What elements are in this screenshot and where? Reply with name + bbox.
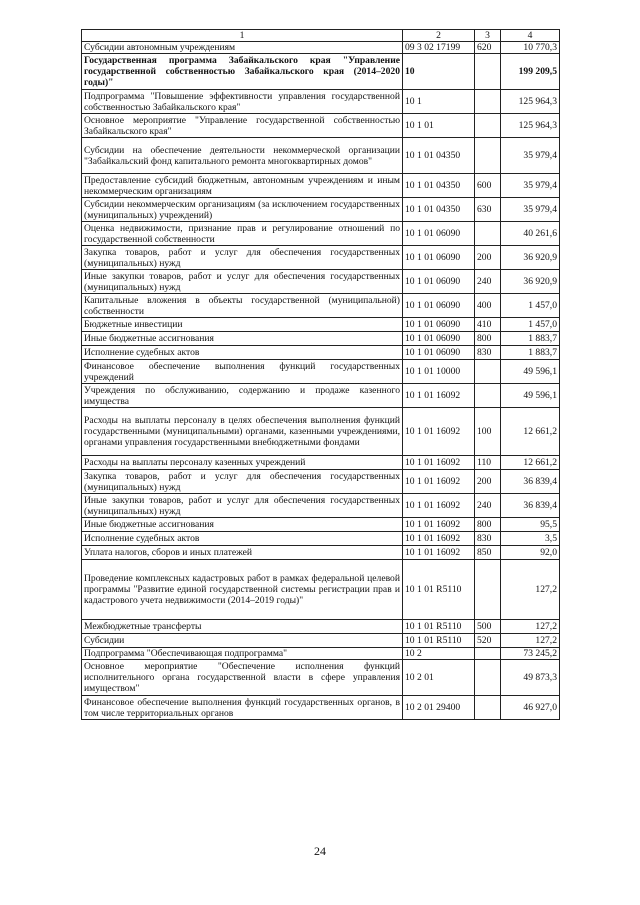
table-row [82,332,560,346]
table-row [82,660,560,696]
table-row [82,408,560,456]
row-name-cell: Иные закупки товаров, работ и услуг для обеспечения государственных (муниципальных) нужд [82,494,403,518]
table-row [82,560,560,620]
row-name-cell: Иные бюджетные ассигнования [82,332,403,346]
row-expense-type-cell: 240 [475,270,501,294]
row-name-cell: Финансовое обеспечение выполнения функций государственных учреждений [82,360,403,384]
row-expense-type-cell [475,138,501,174]
row-name-cell: Подпрограмма "Повышение эффективности управления государственной собственностью Забайкальского края" [82,90,403,114]
row-expense-type-cell [475,114,501,138]
row-sum-cell: 125 964,3 [501,114,560,138]
row-expense-type-cell: 630 [475,198,501,222]
table-row [82,138,560,174]
row-code-cell: 10 1 01 R5110 [403,634,475,648]
row-code-cell: 10 1 [403,90,475,114]
row-code-cell: 10 1 01 06090 [403,332,475,346]
row-expense-type-cell: 520 [475,634,501,648]
row-sum-cell: 35 979,4 [501,138,560,174]
page-number: 24 [314,844,326,858]
row-expense-type-cell: 110 [475,456,501,470]
table-row [82,696,560,720]
row-code-cell: 10 1 01 06090 [403,346,475,360]
budget-table [81,29,560,720]
row-sum-cell: 36 920,9 [501,246,560,270]
row-code-cell: 10 1 01 16092 [403,546,475,560]
row-code-cell: 10 [403,54,475,90]
table-row [82,470,560,494]
table-row [82,294,560,318]
row-name-cell: Основное мероприятие "Управление государственной собственностью Забайкальского края" [82,114,403,138]
row-code-cell: 10 1 01 06090 [403,246,475,270]
row-name-cell: Оценка недвижимости, признание прав и регулирование отношений по государственной собственности [82,222,403,246]
row-expense-type-cell: 200 [475,246,501,270]
row-code-cell: 10 1 01 06090 [403,318,475,332]
table-row [82,648,560,660]
row-expense-type-cell [475,54,501,90]
row-name-cell: Бюджетные инвестиции [82,318,403,332]
row-sum-cell: 1 883,7 [501,332,560,346]
row-name-cell: Уплата налогов, сборов и иных платежей [82,546,403,560]
row-name-cell: Расходы на выплаты персоналу в целях обеспечения выполнения функций государственными (муниципальными) органами, казенными учреждениями, органами управления государственными внебюджетными фондами [82,408,403,456]
row-sum-cell: 49 596,1 [501,360,560,384]
row-code-cell: 10 1 01 [403,114,475,138]
row-code-cell: 10 1 01 06090 [403,294,475,318]
table-row [82,42,560,54]
row-name-cell: Предоставление субсидий бюджетным, автономным учреждениям и иным некоммерческим организациям [82,174,403,198]
row-code-cell: 10 1 01 04350 [403,198,475,222]
table-row [82,456,560,470]
table-row [82,222,560,246]
row-sum-cell: 127,2 [501,560,560,620]
row-expense-type-cell [475,648,501,660]
table-row [82,532,560,546]
row-code-cell: 10 2 [403,648,475,660]
table-row [82,620,560,634]
row-expense-type-cell: 500 [475,620,501,634]
row-sum-cell: 12 661,2 [501,408,560,456]
table-row [82,174,560,198]
row-code-cell: 10 1 01 16092 [403,518,475,532]
row-code-cell: 10 1 01 16092 [403,384,475,408]
row-expense-type-cell [475,384,501,408]
row-sum-cell: 12 661,2 [501,456,560,470]
row-code-cell: 10 1 01 R5110 [403,620,475,634]
row-expense-type-cell [475,222,501,246]
table-header-row [82,30,560,42]
row-name-cell: Субсидии некоммерческим организациям (за исключением государственных (муниципальных) учреждений) [82,198,403,222]
row-expense-type-cell: 410 [475,318,501,332]
row-code-cell: 09 3 02 17199 [403,42,475,54]
row-sum-cell: 73 245,2 [501,648,560,660]
table-row [82,90,560,114]
row-expense-type-cell: 830 [475,346,501,360]
header-col-3: 3 [475,30,501,42]
header-col-2: 2 [403,30,475,42]
row-sum-cell: 49 873,3 [501,660,560,696]
row-name-cell: Межбюджетные трансферты [82,620,403,634]
row-expense-type-cell: 600 [475,174,501,198]
table-row [82,494,560,518]
row-name-cell: Государственная программа Забайкальского края "Управление государственной собственностью Забайкальского края (2014–2020 годы)" [82,54,403,90]
row-expense-type-cell: 800 [475,332,501,346]
row-sum-cell: 36 920,9 [501,270,560,294]
table-row [82,518,560,532]
row-code-cell: 10 2 01 [403,660,475,696]
budget-table-body [82,30,560,720]
row-code-cell: 10 1 01 10000 [403,360,475,384]
table-row [82,198,560,222]
row-sum-cell: 49 596,1 [501,384,560,408]
row-name-cell: Основное мероприятие "Обеспечение исполнения функций исполнительного органа государственной власти в сфере управления имуществом" [82,660,403,696]
row-code-cell: 10 1 01 06090 [403,270,475,294]
table-row [82,384,560,408]
row-code-cell: 10 1 01 04350 [403,138,475,174]
row-sum-cell: 1 883,7 [501,346,560,360]
row-code-cell: 10 1 01 04350 [403,174,475,198]
row-expense-type-cell: 240 [475,494,501,518]
row-sum-cell: 92,0 [501,546,560,560]
row-expense-type-cell: 620 [475,42,501,54]
row-code-cell: 10 1 01 16092 [403,408,475,456]
row-name-cell: Исполнение судебных актов [82,346,403,360]
row-name-cell: Проведение комплексных кадастровых работ в рамках федеральной целевой программы "Развитие единой государственной системы регистрации прав и кадастрового учета недвижимости (2014–2019 годы)" [82,560,403,620]
row-expense-type-cell [475,560,501,620]
header-col-4: 4 [501,30,560,42]
row-name-cell: Закупка товаров, работ и услуг для обеспечения государственных (муниципальных) нужд [82,246,403,270]
table-row [82,54,560,90]
row-name-cell: Капитальные вложения в объекты государственной (муниципальной) собственности [82,294,403,318]
row-sum-cell: 199 209,5 [501,54,560,90]
row-code-cell: 10 2 01 29400 [403,696,475,720]
row-sum-cell: 40 261,6 [501,222,560,246]
table-row [82,360,560,384]
row-sum-cell: 10 770,3 [501,42,560,54]
row-sum-cell: 95,5 [501,518,560,532]
row-expense-type-cell: 850 [475,546,501,560]
row-name-cell: Субсидии на обеспечение деятельности некоммерческой организации "Забайкальский фонд капитального ремонта многоквартирных домов" [82,138,403,174]
row-expense-type-cell [475,360,501,384]
header-col-1: 1 [82,30,403,42]
row-code-cell: 10 1 01 16092 [403,532,475,546]
table-row [82,114,560,138]
row-expense-type-cell [475,696,501,720]
row-sum-cell: 35 979,4 [501,198,560,222]
row-name-cell: Закупка товаров, работ и услуг для обеспечения государственных (муниципальных) нужд [82,470,403,494]
row-name-cell: Субсидии [82,634,403,648]
table-row [82,246,560,270]
row-name-cell: Подпрограмма "Обеспечивающая подпрограмма" [82,648,403,660]
table-row [82,634,560,648]
row-expense-type-cell: 100 [475,408,501,456]
table-row [82,318,560,332]
row-name-cell: Исполнение судебных актов [82,532,403,546]
row-sum-cell: 125 964,3 [501,90,560,114]
table-row [82,546,560,560]
row-expense-type-cell: 200 [475,470,501,494]
row-expense-type-cell [475,90,501,114]
row-sum-cell: 35 979,4 [501,174,560,198]
row-expense-type-cell: 830 [475,532,501,546]
row-sum-cell: 1 457,0 [501,294,560,318]
row-name-cell: Иные закупки товаров, работ и услуг для обеспечения государственных (муниципальных) нужд [82,270,403,294]
row-name-cell: Иные бюджетные ассигнования [82,518,403,532]
row-code-cell: 10 1 01 16092 [403,494,475,518]
row-name-cell: Расходы на выплаты персоналу казенных учреждений [82,456,403,470]
row-sum-cell: 127,2 [501,620,560,634]
row-name-cell: Учреждения по обслуживанию, содержанию и продаже казенного имущества [82,384,403,408]
row-expense-type-cell: 400 [475,294,501,318]
row-code-cell: 10 1 01 06090 [403,222,475,246]
row-name-cell: Субсидии автономным учреждениям [82,42,403,54]
row-sum-cell: 127,2 [501,634,560,648]
row-sum-cell: 36 839,4 [501,494,560,518]
row-name-cell: Финансовое обеспечение выполнения функций государственных органов, в том числе территориальных органов [82,696,403,720]
row-sum-cell: 46 927,0 [501,696,560,720]
row-expense-type-cell [475,660,501,696]
row-sum-cell: 36 839,4 [501,470,560,494]
row-code-cell: 10 1 01 16092 [403,456,475,470]
row-sum-cell: 3,5 [501,532,560,546]
table-row [82,346,560,360]
row-code-cell: 10 1 01 R5110 [403,560,475,620]
table-row [82,270,560,294]
row-code-cell: 10 1 01 16092 [403,470,475,494]
row-sum-cell: 1 457,0 [501,318,560,332]
row-expense-type-cell: 800 [475,518,501,532]
